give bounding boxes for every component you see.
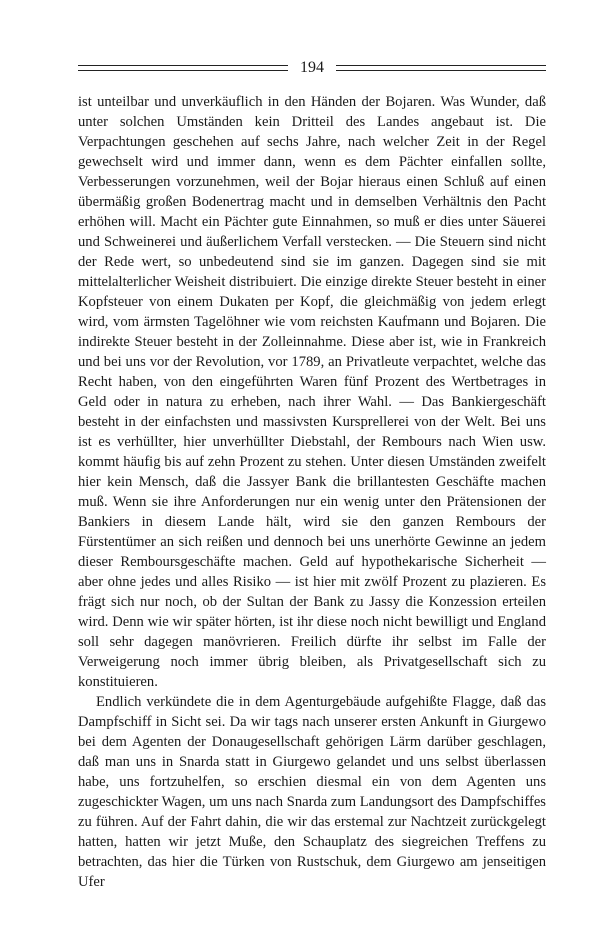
page-header [78,56,546,80]
page-number: 194 [300,59,324,76]
body-text [78,92,546,892]
header-rule-left [78,65,288,71]
paragraph: Endlich verkündete die in dem Agenturgebäude aufgehißte Flagge, daß das Dampfschiff in Sicht sei. Da wir tags nach unserer ersten Ankunft in Giurgewo bei dem Agenten der Donaugesellschaft gehörigen Lärm darüber geschlagen, daß man uns in Snarda statt in Giurgewo gelandet und uns selbst überlassen habe, uns fortzuhelfen, so erschien diesmal ein von dem Agenten uns zugeschickter Wagen, um uns nach Snarda zum Landungsort des Dampfschiffes zu führen. Auf der Fahrt dahin, die wir das erstemal zur Nachtzeit zurückgelegt hatten, hatten wir jetzt Muße, den Schauplatz des siegreichen Treffens zu betrachten, das hier die Türken von Rustschuk, dem Giurgewo am jenseitigen Ufer [78,694,546,890]
paragraph-continued: ist unteilbar und unverkäuflich in den Händen der Bojaren. Was Wunder, daß unter solchen Umständen kein Dritteil des Landes angebaut ist. Die Verpachtungen geschehen auf sechs Jahre, nach welcher Zeit in der Regel gewechselt wird und immer dann, wenn es dem Pächter einfallen sollte, Verbesserungen vorzunehmen, weil der Bojar hieraus einen Schluß auf einen übermäßig großen Bodenertrag macht und in demselben Verhältnis den Pacht erhöhen will. Macht ein Pächter gute Einnahmen, so muß er dies unter Säuerei und Schweinerei und äußerlichem Verfall verstecken. — Die Steuern sind nicht der Rede wert, so unbedeutend sind sie im ganzen. Dagegen sind sie mit mittelalterlicher Weisheit distribuiert. Die einzige direkte Steuer besteht in einer Kopfsteuer von einem Dukaten per Kopf, die gleichmäßig von jedem erlegt wird, vom ärmsten Tagelöhner wie vom reichsten Kaufmann und Bojaren. Die indirekte Steuer besteht in der Zolleinnahme. Diese aber ist, wie in Frankreich und bei uns vor der Revolution, vor 1789, an Privatleute verpachtet, welche das Recht haben, von den eingeführten Waren fünf Prozent des Wertbetrages in Geld oder in natura zu erheben, nach ihrer Wahl. — Das Bankiergeschäft besteht in der einfachsten und massivsten Kursprellerei von der Welt. Bei uns ist es verhüllter, hier unverhüllter Diebstahl, der Rembours nach Wien usw. kommt häufig bis auf zehn Prozent zu stehen. Unter diesen Umständen zweifelt hier kein Mensch, daß die Jassyer Bank die brillantesten Geschäfte machen muß. Wenn sie ihre Anforderungen nur ein wenig unter den Prätensionen der Bankiers in diesem Lande hält, wird sie den ganzen Rembours der Fürstentümer an sich reißen und dennoch bei uns unerhörte Gewinne an jedem dieser Remboursgeschäfte machen. Geld auf hypothekarische Sicherheit — aber ohne jedes und alles Risiko — ist hier mit zwölf Prozent zu plazieren. Es frägt sich nur noch, ob der Sultan der Bank zu Jassy die Konzession erteilen wird. Denn wie wir später hörten, ist ihr diese noch nicht bewilligt und England soll sehr dagegen manövrieren. Freilich dürfte ihr selbst im Falle der Verweigerung noch immer übrig bleiben, als Privatgesellschaft sich zu konstituieren. [78,94,546,690]
header-rule-right [336,65,546,71]
